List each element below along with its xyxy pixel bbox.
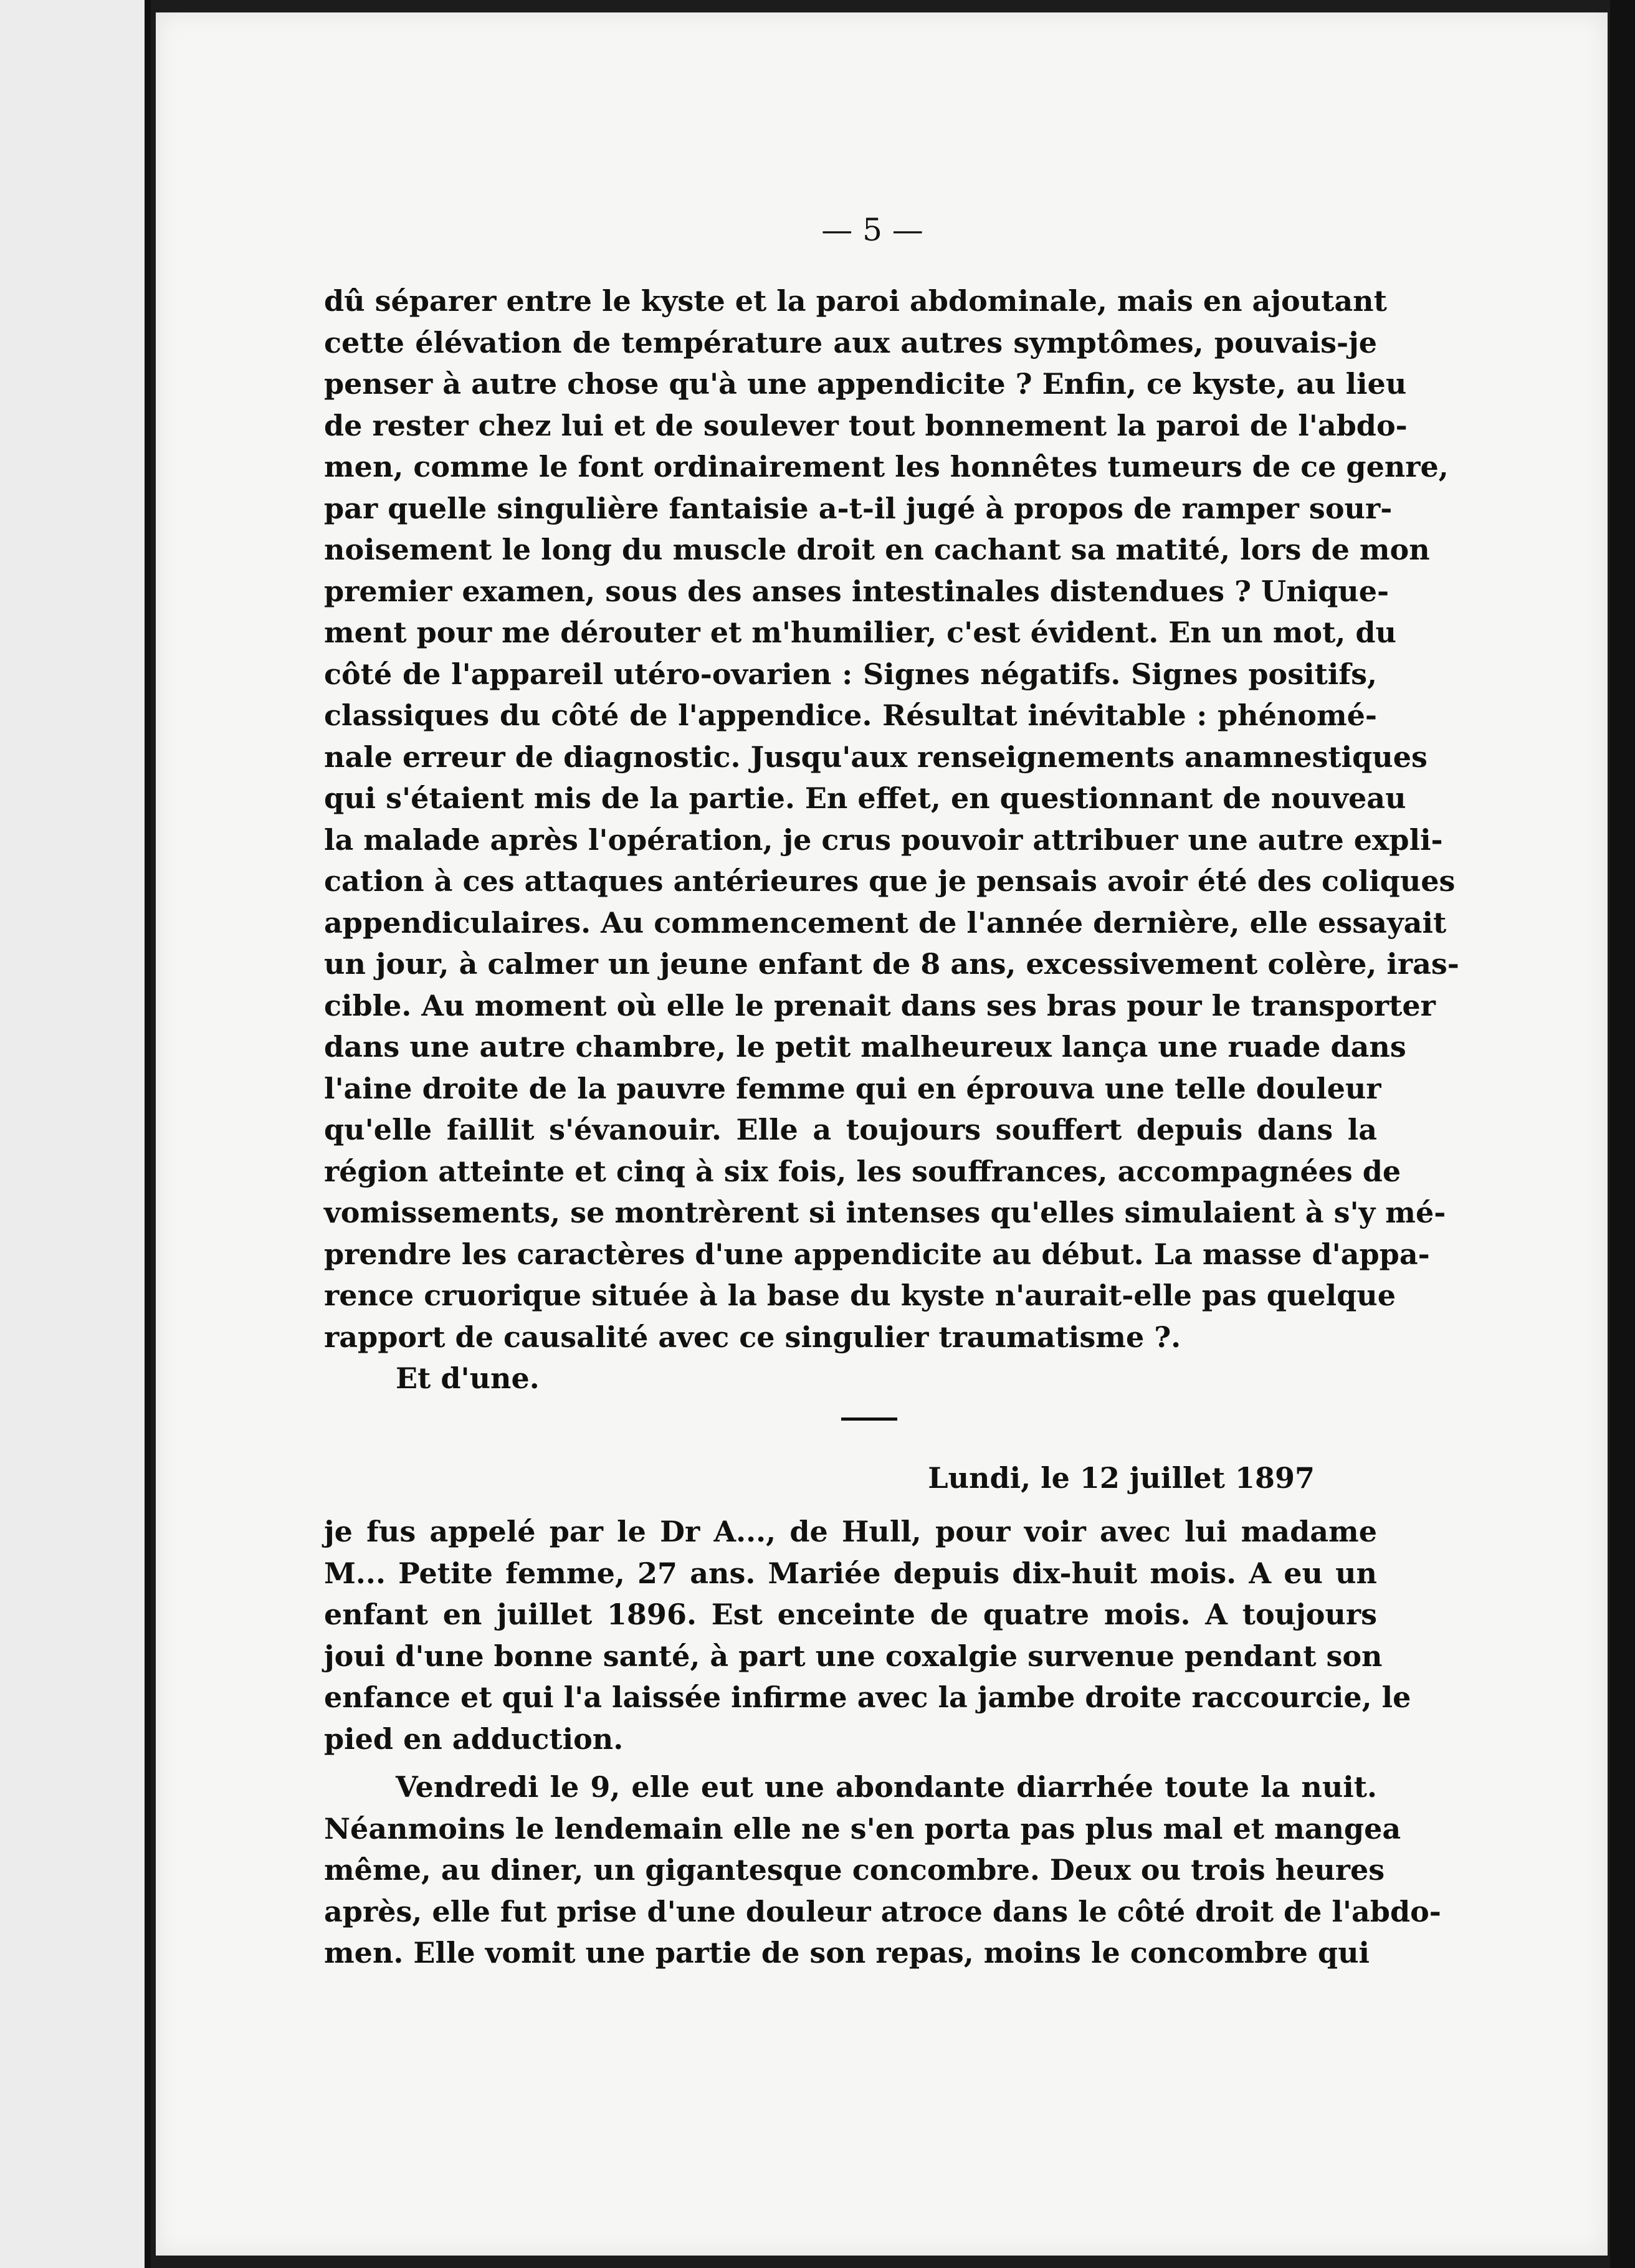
text-line: après, elle fut prise d'une douleur atroce dans le côté droit de l'abdo-: [324, 1894, 1441, 1928]
text-line: je fus appelé par le Dr A..., de Hull, pour voir avec lui madame: [324, 1515, 1377, 1548]
section-separator: [841, 1418, 897, 1421]
text-line: qui s'étaient mis de la partie. En effet, en questionnant de nouveau: [324, 781, 1406, 815]
text-line: men. Elle vomit une partie de son repas, moins le concombre qui: [324, 1936, 1370, 1970]
text-line: dans une autre chambre, le petit malheureux lança une ruade dans: [324, 1030, 1406, 1064]
text-line: Néanmoins le lendemain elle ne s'en porta pas plus mal et mangea: [324, 1811, 1401, 1846]
text-line: un jour, à calmer un jeune enfant de 8 ans, excessivement colère, iras-: [324, 947, 1459, 981]
text-line: prendre les caractères d'une appendicite au début. La masse d'appa-: [324, 1237, 1430, 1271]
text-line: même, au diner, un gigantesque concombre. Deux ou trois heures: [324, 1853, 1385, 1887]
text-line: enfance et qui l'a laissée infirme avec la jambe droite raccourcie, le: [324, 1680, 1411, 1714]
closing-line: Et d'une.: [396, 1361, 540, 1395]
text-line: côté de l'appareil utéro-ovarien : Signes négatifs. Signes positifs,: [324, 657, 1377, 691]
text-line: ment pour me dérouter et m'humilier, c'est évident. En un mot, du: [324, 616, 1396, 649]
scan-right-border: [1610, 0, 1635, 2268]
text-line: la malade après l'opération, je crus pouvoir attribuer une autre expli-: [324, 822, 1443, 857]
text-line: par quelle singulière fantaisie a-t-il jugé à propos de ramper sour-: [324, 491, 1393, 525]
text-line: dû séparer entre le kyste et la paroi abdominale, mais en ajoutant: [324, 284, 1387, 318]
text-line: région atteinte et cinq à six fois, les souffrances, accompagnées de: [324, 1154, 1401, 1188]
text-line: vomissements, se montrèrent si intenses qu'elles simulaient à s'y mé-: [324, 1196, 1446, 1229]
text-line: de rester chez lui et de soulever tout bonnement la paroi de l'abdo-: [324, 408, 1408, 442]
text-line: noisement le long du muscle droit en cachant sa matité, lors de mon: [324, 533, 1430, 566]
text-line: rapport de causalité avec ce singulier traumatisme ?.: [324, 1320, 1181, 1354]
text-line: classiques du côté de l'appendice. Résultat inévitable : phénomé-: [324, 698, 1377, 732]
text-line: men, comme le font ordinairement les honnêtes tumeurs de ce genre,: [324, 450, 1449, 484]
text-line: appendiculaires. Au commencement de l'année dernière, elle essayait: [324, 905, 1447, 940]
text-line: joui d'une bonne santé, à part une coxalgie survenue pendant son: [324, 1639, 1383, 1673]
paragraph-2: [324, 1511, 1411, 1760]
text-line: rence cruorique située à la base du kyste n'aurait-elle pas quelque: [324, 1279, 1396, 1312]
text-line: M... Petite femme, 27 ans. Mariée depuis dix-huit mois. A eu un: [324, 1556, 1377, 1590]
text-line: premier examen, sous des anses intestinales distendues ? Unique-: [324, 574, 1390, 608]
text-line: Vendredi le 9, elle eut une abondante diarrhée toute la nuit.: [396, 1770, 1377, 1804]
text-line: nale erreur de diagnostic. Jusqu'aux renseignements anamnestiques: [324, 740, 1428, 774]
text-line: qu'elle faillit s'évanouir. Elle a toujours souffert depuis dans la: [324, 1113, 1377, 1146]
text-line: cation à ces attaques antérieures que je pensais avoir été des coliques: [324, 864, 1456, 898]
paragraph-3: [324, 1766, 1441, 1974]
text-line: penser à autre chose qu'à une appendicite ? Enfin, ce kyste, au lieu: [324, 367, 1407, 401]
text-line: cible. Au moment où elle le prenait dans ses bras pour le transporter: [324, 988, 1436, 1022]
text-line: cette élévation de température aux autres symptômes, pouvais-je: [324, 325, 1377, 360]
previous-page-edge: [0, 0, 151, 2268]
paragraph-1: [324, 280, 1459, 1399]
page-number: — 5 —: [821, 212, 923, 248]
text-line: pied en adduction.: [324, 1722, 624, 1756]
text-line: l'aine droite de la pauvre femme qui en éprouva une telle douleur: [324, 1071, 1381, 1105]
text-line: enfant en juillet 1896. Est enceinte de quatre mois. A toujours: [324, 1598, 1377, 1631]
dateline: Lundi, le 12 juillet 1897: [928, 1461, 1315, 1495]
